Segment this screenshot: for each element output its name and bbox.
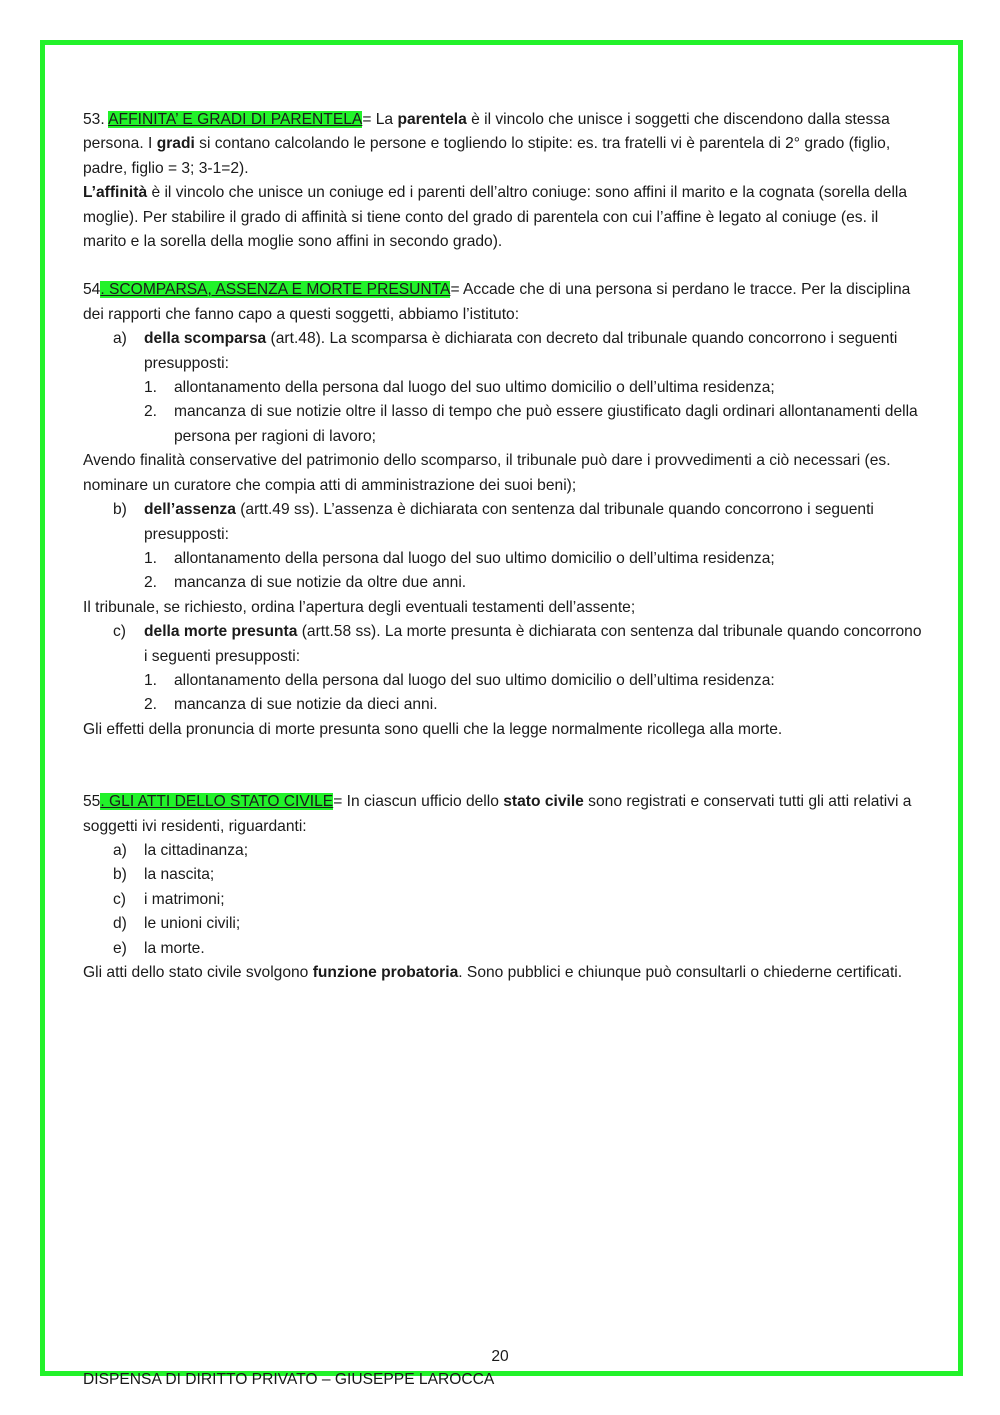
section-53-paragraph-2: L’affinità è il vincolo che unisce un coniuge ed i parenti dell’altro coniuge: sono affini il marito e la cognata (sorella della moglie). Per stabilire il grado di affinità si tiene conto del grado di parentela con cui l’affine è legato al coniuge (es. il marito e la sorella della moglie sono affini in secondo grado). [83,184,908,251]
list-item: a) della scomparsa (art.48). La scomparsa è dichiarata con decreto dal tribunale quando concorrono i seguenti presupposti: [113,330,898,372]
section-53-heading: AFFINITA’ E GRADI DI PARENTELA [108,111,363,128]
list-item: a) la cittadinanza; [113,841,249,859]
sub-list-item: 1. allontanamento della persona dal luogo del suo ultimo domicilio o dell’ultima residenza: [144,671,775,689]
page-number: 20 [491,1348,509,1365]
sub-list-item: 2. mancanza di sue notizie oltre il lasso di tempo che può essere giustificato dagli ordinari allontanamenti della persona per ragioni di lavoro; [144,403,918,445]
paragraph: Avendo finalità conservative del patrimonio dello scomparso, il tribunale può dare i provvedimenti a ciò necessari (es. nominare un curatore che compia atti di amministrazione dei suoi beni); [83,452,891,494]
section-54-heading: . SCOMPARSA, ASSENZA E MORTE PRESUNTA [100,281,451,299]
list-item: e) la morte. [113,939,205,957]
document-body [83,108,923,985]
list-item: d) le unioni civili; [113,915,241,933]
sub-list-item: 1. allontanamento della persona dal luogo del suo ultimo domicilio o dell’ultima residenza; [144,379,775,397]
section-55-closing: Gli atti dello stato civile svolgono funzione probatoria. Sono pubblici e chiunque può consultarli o chiederne certificati. [83,964,903,981]
paragraph: Gli effetti della pronuncia di morte presunta sono quelli che la legge normalmente ricollega alla morte. [83,720,783,738]
list-item: c) della morte presunta (artt.58 ss). La morte presunta è dichiarata con sentenza dal tribunale quando concorrono i seguenti presupposti: [113,623,922,665]
section-53-paragraph-1: 53. AFFINITA’ E GRADI DI PARENTELA= La parentela è il vincolo che unisce i soggetti che discendono dalla stessa persona. I gradi si contano calcolando le persone e togliendo lo stipite: es. tra fratelli vi è parentela di 2° grado (figlio, padre, figlio = 3; 3-1=2). [83,111,891,177]
list-item: c) i matrimoni; [113,890,225,908]
sub-list-item: 2. mancanza di sue notizie da dieci anni. [144,696,438,714]
list-item: b) dell’assenza (artt.49 ss). L’assenza è dichiarata con sentenza dal tribunale quando concorrono i seguenti presupposti: [113,501,874,543]
list-item: b) la nascita; [113,866,215,884]
paragraph: Il tribunale, se richiesto, ordina l’apertura degli eventuali testamenti dell’assente; [83,598,636,616]
sub-list-item: 1. allontanamento della persona dal luogo del suo ultimo domicilio o dell’ultima residenza; [144,549,775,567]
sub-list-item: 2. mancanza di sue notizie da oltre due anni. [144,574,467,592]
page-footer: DISPENSA DI DIRITTO PRIVATO – GIUSEPPE LAROCCA [83,1371,495,1388]
section-55-heading: . GLI ATTI DELLO STATO CIVILE [100,793,334,811]
section-55-intro: 55. GLI ATTI DELLO STATO CIVILE= In ciascun ufficio dello stato civile sono registrati e conservati tutti gli atti relativi a soggetti ivi residenti, riguardanti: [83,793,912,835]
section-54-intro: 54. SCOMPARSA, ASSENZA E MORTE PRESUNTA= Accade che di una persona si perdano le tracce. Per la disciplina dei rapporti che fanno capo a questi soggetti, abbiamo l’istituto: [83,281,911,323]
